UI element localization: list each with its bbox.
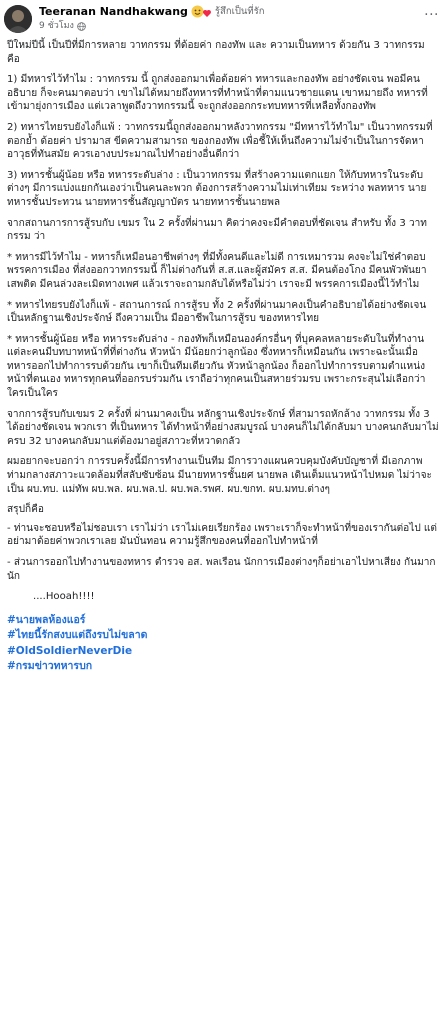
post-paragraph: 1) มีทหารไว้ทำไม : วาทกรรม นี้ ถูกส่งออกมาเพื่อด้อยค่า ทหารและกองทัพ อย่างชัดเจน พอมีคนอธิบาย ก็จะคนมาตอบว่า เขาไม่ได้หมายถึงทหารที่ทำหน้าที่ตามแนวชายแดน เขาหมายถึง ทหารที่เข้ามายุ่งการเมือง แต่เวลาพูดถึงวาทกรรมนี้ จะถูกส่งออกกระทบทหารที่เหลือทั้งกองทัพ <box>7 74 428 113</box>
author-avatar[interactable] <box>4 5 32 33</box>
post-paragraph: * ทหารมีไว้ทำไม - ทหารก็เหมือนอาชีพต่างๆ ที่มีทั้งคนดีและไม่ดี การเหมารวม คงจะไม่ใช่คำตอบ พรรคการเมือง ที่ส่งออกวาทกรรมนี้ ก็ไม่ต่างกันที่ ส.ส.และผู้สมัคร ส.ส. มีคนต้องโกง มีคนพัวพันยาเสพติด มีคนล่วงละเมิดทางเพศ แล้วเราจะถามกลับได้หรือไม่ว่า เราจะมี พรรคการเมืองนี้ไว้ทำไม <box>7 251 427 290</box>
post-paragraph: 2) ทหารไทยรบยังไงก็แพ้ : วาทกรรมนี้ถูกส่งออกมาหลังวาทกรรม "มีทหารไว้ทำไม" เป็นวาทกรรมที่ตอกย้ำ ด้อยค่า ปรามาส ขีดความสามารถ ของกองทัพ เพื่อชี้ให้เห็นถึงความไม่จำเป็นในการจัดหาอาวุธที่ทันสมัย ควรเอางบประมาณไปทำอย่างอื่นดีกว่า <box>7 121 433 161</box>
post-paragraph: สรุปก็คือ <box>7 504 44 516</box>
post-paragraph: - ท่านจะชอบหรือไม่ชอบเรา เราไม่ว่า เราไม่เคยเรียกร้อง เพราะเราก็จะทำหน้าที่ของเรากันต่อไป แต่อย่ามาด้อยค่าพวกเราเลย มันบั่นทอน ความรู้สึกของคนที่ออกไปทำหน้าที่ <box>7 522 437 548</box>
post-paragraph: * ทหารไทยรบยังไงก็แพ้ - สถานการณ์ การสู้รบ ทั้ง 2 ครั้งที่ผ่านมาคงเป็นคำอธิบายได้อย่างชัดเจน เป็นหลักฐานเชิงประจักษ์ ถึงความเป็น มืออาชีพในการสู้รบ ของทหารไทย <box>7 299 427 325</box>
post-paragraph: - ส่วนการออกไปทำงานของทหาร ตำรวจ อส. พลเรือน นักการเมืองต่างๆก็อย่าเอาไปหาเสียง กันมากนัก <box>7 557 436 582</box>
post-paragraph: ผมอยากจะบอกว่า การรบครั้งนี้มีการทำงานเป็นทีม มีการวางแผนควบคุมบังคับบัญชาที่ มีเอกภาพ ท่ามกลางสภาวะแวดล้อมที่สลับซับซ้อน มีนายทหารชั้นยศ นายพล เดินเต็มแนวหน้าไปหมด ไม่ว่าจะเป็น ผบ.ทบ. แม่ทัพ ผบ.พล. ผบ.พล.ป. ผบ.พล.รพศ. ผบ.ขกท. ผบ.มทบ.ต่างๆ <box>7 456 432 495</box>
author-name[interactable]: Teeranan Nandhakwang <box>39 4 188 18</box>
post-paragraph: จากการสู้รบกับเขมร 2 ครั้งที่ ผ่านมาคงเป็น หลักฐานเชิงประจักษ์ ที่สามารถหักล้าง วาทกรรม ทั้ง 3 ได้อย่างชัดเจน พวกเรา ที่เป็นทหาร ได้ทำหน้าที่อย่างสมบูรณ์ บางคนก็ไม่ได้กลับมา บางคนกลับมาไม่ครบ 32 บางคนกลับมาแต่ต้องมาอยู่สภาวะที่หวาดกลัว <box>7 408 439 447</box>
post-header <box>0 0 447 34</box>
globe-icon <box>77 22 86 31</box>
post-paragraph: 3) ทหารชั้นผู้น้อย หรือ ทหารระดับล่าง : เป็นวาทกรรม ที่สร้างความแตกแยก ให้กับทหารในระดับต่างๆ มีการแบ่งแยกกันเองว่าเป็นคนละพวก ต้องการสร้างความไม่เท่าเทียม ระหว่าง พลทหาร นายทหารชั้นประทวน นายทหารชั้นสัญญาบัตร นายทหารชั้นนายพล <box>7 169 427 208</box>
feeling-text: รู้สึกเป็นที่รัก <box>214 5 265 17</box>
heart-emoji-icon <box>191 5 213 18</box>
post-body <box>0 34 447 604</box>
hashtag-link[interactable]: #นายพลห้องแอร์ <box>7 613 86 626</box>
post-signoff: ....Hooah!!!! <box>33 591 95 603</box>
post-timestamp[interactable]: 9 ชั่วโมง <box>39 20 74 31</box>
hashtag-link[interactable]: #ไทยนี้รักสงบแต่ถึงรบไม่ขลาด <box>7 629 148 642</box>
more-options-icon[interactable]: ··· <box>424 7 439 23</box>
post-paragraph: ปีใหม่ปีนี้ เป็นปีที่มีการหลาย วาทกรรม ที่ด้อยค่า กองทัพ และ ความเป็นทหาร ด้วยกัน 3 วาทกรรม คือ <box>7 40 425 65</box>
hashtag-link[interactable]: #กรมข่าวทหารบก <box>7 660 93 672</box>
post-paragraph: * ทหารชั้นผู้น้อย หรือ ทหารระดับล่าง - กองทัพก็เหมือนองค์กรอื่นๆ ที่บุคคลหลายระดับในที่ทำงาน แต่ละคนมีบทบาทหน้าที่ที่ต่างกัน หัวหน้า มีน้อยกว่าลูกน้อง ซึ่งทหารก็เหมือนกัน เพราะฉะนั้นเมื่อ ทหารออกไปทำการรบด้วยกัน เขาก็เป็นทีมเดียวกัน หัวหน้าลูกน้อง ก็ออกไปทำการรบตามตำแหน่งหน้าที่ตนเอง ทหารทุกคนที่ออกรบร่วมกัน เราถือว่าทุกคนเป็นสหายร่วมรบ เพราะกระสุนไม่เลือกว่าใครเป็นใคร <box>7 333 426 400</box>
post-paragraph: จากสถานการการสู้รบกับ เขมร ใน 2 ครั้งที่ผ่านมา คิดว่าคงจะมีคำตอบที่ชัดเจน สำหรับ ทั้ง 3 วาทกรรม ว่า <box>7 217 427 243</box>
hashtag-link[interactable]: #OldSoldierNeverDie <box>7 644 133 657</box>
hashtag-list <box>0 611 447 677</box>
